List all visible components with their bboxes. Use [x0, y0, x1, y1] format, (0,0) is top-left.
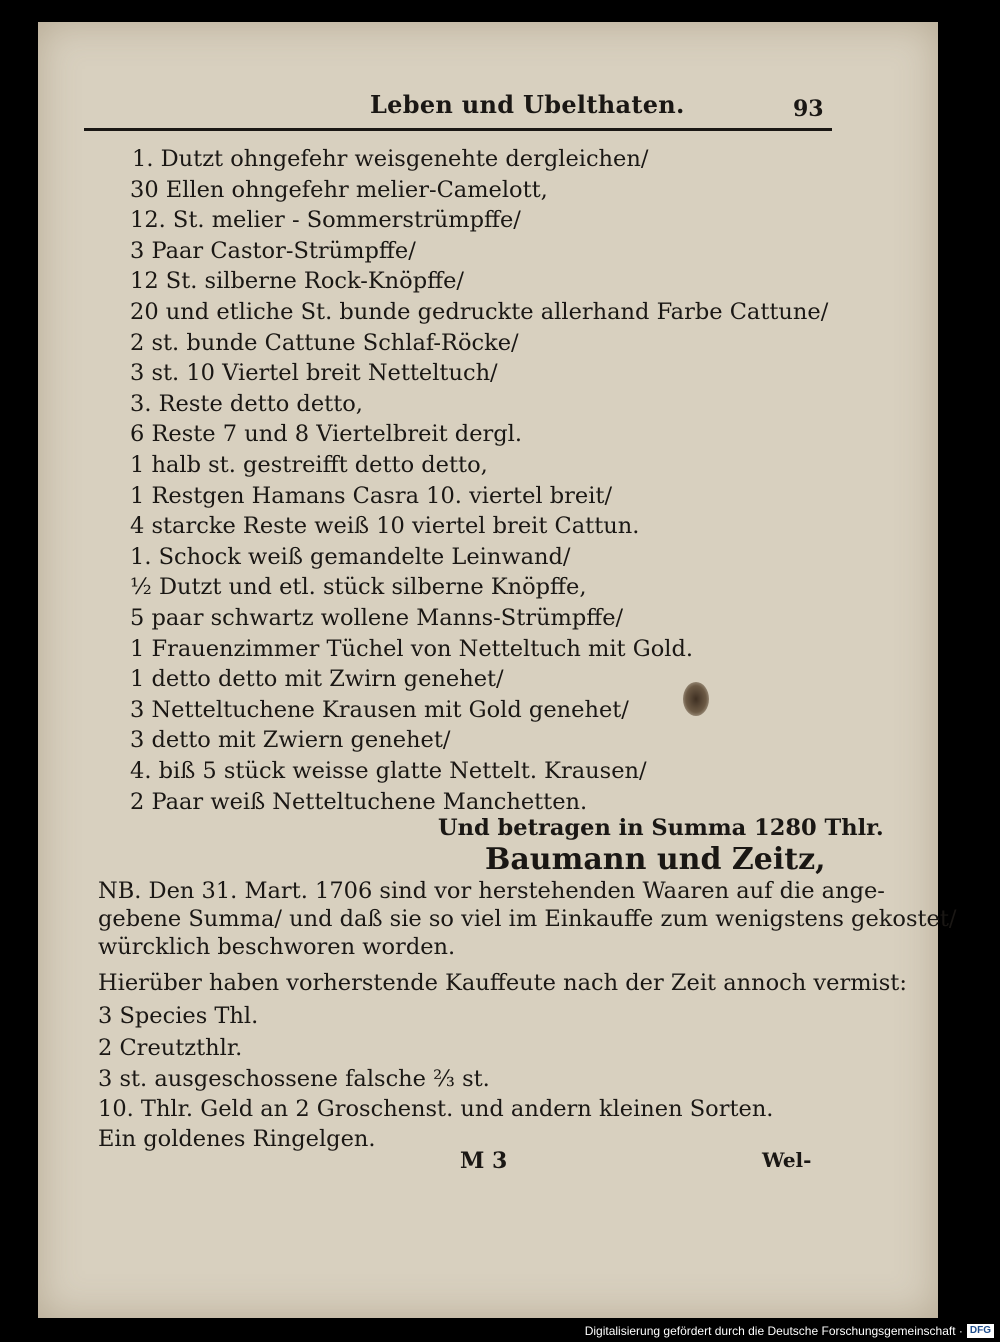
credit-text: Digitalisierung gefördert durch die Deutsche Forschungsgemeinschaft ·	[584, 1324, 963, 1338]
item-line: ½ Dutzt und etl. stück silberne Knöpffe,	[130, 574, 587, 601]
ink-stain	[683, 682, 709, 716]
missing-item: Ein goldenes Ringelgen.	[98, 1126, 376, 1152]
item-line: 20 und etliche St. bunde gedruckte allerhand Farbe Cattune/	[130, 299, 829, 325]
signature-mark: M 3	[460, 1148, 508, 1174]
funding-credit	[585, 1324, 994, 1338]
item-line: 2 st. bunde Cattune Schlaf-Röcke/	[130, 329, 519, 356]
item-line: 1. Schock weiß gemandelte Leinwand/	[130, 543, 571, 570]
item-line: 2 Paar weiß Netteltuchene Manchetten.	[130, 788, 588, 815]
item-line: 1 detto detto mit Zwirn genehet/	[130, 666, 504, 693]
nb-line: würcklich beschworen worden.	[98, 934, 456, 960]
missing-intro: Hierüber haben vorherstende Kauffeute nach der Zeit annoch vermist:	[98, 970, 907, 996]
page-number: 93	[793, 96, 824, 122]
item-line: 3 Paar Castor-Strümpffe/	[130, 237, 416, 264]
nb-line: NB. Den 31. Mart. 1706 sind vor herstehenden Waaren auf die ange-	[98, 878, 885, 904]
signature: Baumann und Zeitz,	[485, 842, 826, 877]
missing-item: 3 Species Thl.	[98, 1003, 259, 1029]
item-line: 3. Reste detto detto,	[130, 390, 363, 417]
item-line: 12 St. silberne Rock-Knöpffe/	[130, 268, 464, 295]
missing-item: 10. Thlr. Geld an 2 Groschenst. und andern kleinen Sorten.	[98, 1096, 774, 1122]
item-line: 3 Netteltuchene Krausen mit Gold genehet/	[130, 696, 629, 723]
item-line: 12. St. melier - Sommerstrümpffe/	[130, 207, 521, 234]
dfg-logo: DFG	[967, 1324, 994, 1338]
missing-item: 3 st. ausgeschossene falsche ⅔ st.	[98, 1066, 490, 1092]
nb-line: gebene Summa/ und daß sie so viel im Einkauffe zum wenigstens gekostet/	[98, 906, 957, 932]
item-line: 1 halb st. gestreifft detto detto,	[130, 452, 488, 478]
item-line: 4 starcke Reste weiß 10 viertel breit Cattun.	[130, 513, 640, 540]
catchword: Wel-	[762, 1148, 812, 1172]
item-line: 5 paar schwartz wollene Manns-Strümpffe/	[130, 605, 624, 631]
item-line: 4. biß 5 stück weisse glatte Nettelt. Krausen/	[130, 758, 647, 784]
item-line: 30 Ellen ohngefehr melier-Camelott,	[130, 176, 548, 203]
item-line: 1 Restgen Hamans Casra 10. viertel breit/	[130, 482, 613, 509]
item-line: 1. Dutzt ohngefehr weisgenehte dergleichen/	[132, 146, 649, 172]
item-line: 3 detto mit Zwiern genehet/	[130, 727, 451, 754]
missing-item: 2 Creutzthlr.	[98, 1035, 243, 1061]
item-line: 3 st. 10 Viertel breit Netteltuch/	[130, 360, 498, 387]
item-line: 1 Frauenzimmer Tüchel von Netteltuch mit Gold.	[130, 635, 694, 662]
header-rule	[84, 128, 832, 131]
summary-line: Und betragen in Summa 1280 Thlr.	[438, 815, 884, 841]
running-header: Leben und Ubelthaten.	[370, 90, 685, 119]
item-line: 6 Reste 7 und 8 Viertelbreit dergl.	[130, 421, 523, 448]
